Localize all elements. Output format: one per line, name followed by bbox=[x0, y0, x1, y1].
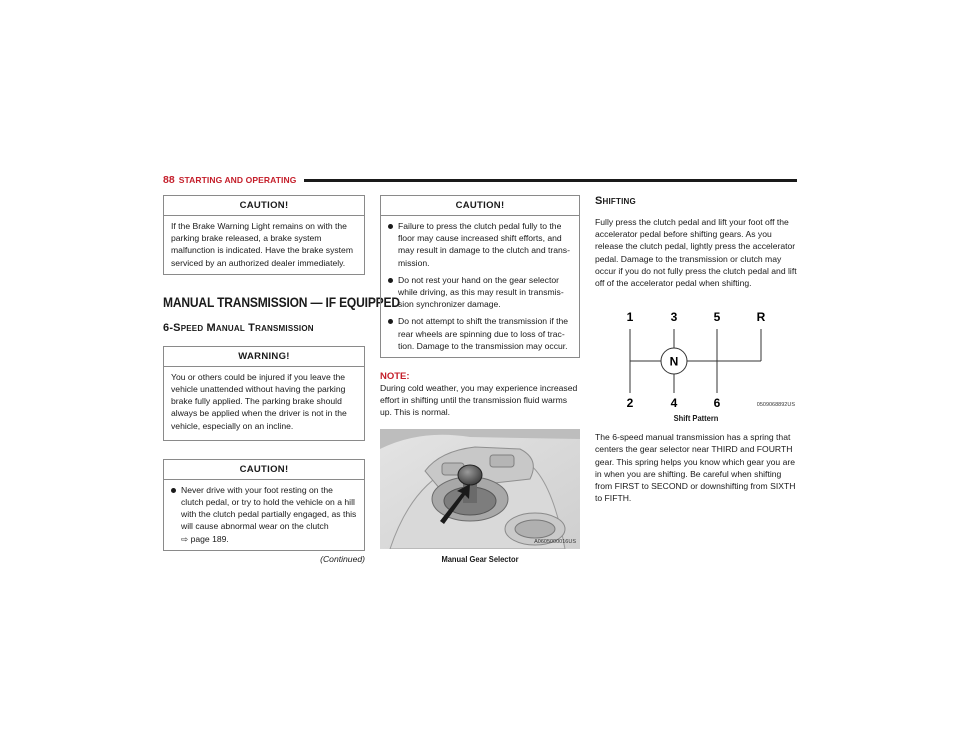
caution-title: CAUTION! bbox=[164, 460, 364, 480]
caution-bullet: Do not attempt to shift the transmission if the rear wheels are spinning due to loss of trac-tion. Damage to the transmission may occur. bbox=[388, 315, 572, 352]
shift-pattern-diagram bbox=[595, 301, 797, 411]
caution-box-brake-light bbox=[163, 195, 365, 275]
caution-body bbox=[381, 216, 579, 357]
warning-text: You or others could be injured if you leave the vehicle unattended without having the parking brake fully applied. The parking brake should always be applied when the driver is not in the vehicle, especially on an incline. bbox=[171, 371, 347, 431]
section-title: STARTING AND OPERATING bbox=[178, 175, 297, 185]
caution-box-clutch bbox=[163, 459, 365, 551]
figure-shift-pattern bbox=[595, 301, 797, 411]
caution-title: CAUTION! bbox=[381, 196, 579, 216]
warning-title: WARNING! bbox=[164, 347, 364, 367]
caution-bullet bbox=[171, 484, 357, 545]
caution-bullet: Failure to press the clutch pedal fully to the floor may cause increased shift efforts, and may result in damage to the clutch and trans-mission. bbox=[388, 220, 572, 269]
caution-bullet-text: Never drive with your foot resting on the clutch pedal, or try to hold the vehicle on a hill with the clutch pedal partially engaged, as this will cause abnormal wear on the clutch bbox=[181, 484, 357, 532]
figure-code: A0605000016US bbox=[534, 538, 576, 545]
caution-bullet: Do not rest your hand on the gear selector while driving, as this may result in transmis-sion synchronizer damage. bbox=[388, 274, 572, 311]
gear-label-5: 5 bbox=[713, 310, 721, 325]
subheading-shifting: Shifting bbox=[595, 195, 636, 207]
header-rule bbox=[304, 179, 797, 182]
gear-label-4: 4 bbox=[670, 396, 678, 411]
gear-label-6: 6 bbox=[713, 396, 721, 411]
note-label: NOTE: bbox=[380, 371, 410, 383]
figure-caption: Manual Gear Selector bbox=[441, 553, 519, 564]
gear-label-r: R bbox=[756, 310, 766, 325]
column-right bbox=[595, 195, 797, 504]
gear-label-3: 3 bbox=[670, 310, 678, 325]
caution-text: If the Brake Warning Light remains on with the parking brake released, a brake system malfunction is indicated. Have the brake system serviced by an authorized dealer immediately. bbox=[171, 221, 353, 268]
continued-label: (Continued) bbox=[320, 553, 365, 564]
caution-bullet-list bbox=[388, 220, 572, 352]
gear-label-1: 1 bbox=[626, 310, 634, 325]
column-middle bbox=[380, 195, 580, 564]
caution-bullet-list bbox=[171, 484, 357, 545]
shifting-paragraph: Fully press the clutch pedal and lift your foot off the accelerator pedal before shifting gears. As you release the clutch pedal, lightly press the accelerator pedal. Damage to the transmission or clutch may occur if you do not fully press the clutch pedal and lift off of the accelerator pedal when shifting. bbox=[595, 217, 797, 289]
subheading-6-speed: 6-Speed Manual Transmission bbox=[163, 321, 314, 334]
caution-title: CAUTION! bbox=[164, 196, 364, 216]
page-header bbox=[163, 173, 797, 187]
spring-paragraph: The 6-speed manual transmission has a spring that centers the gear selector near THIRD and FOURTH gear. This spring helps you know which gear you are in when you are shifting. Be careful when shifting from FIRST to SECOND or downshifting from SIXTH to FIFTH. bbox=[595, 432, 796, 504]
page-reference-arrow-icon: ⇨ bbox=[181, 533, 189, 544]
figure-manual-gear-selector bbox=[380, 429, 580, 549]
caution-box-shifting bbox=[380, 195, 580, 358]
page-number: 88 bbox=[163, 174, 175, 186]
neutral-label: N bbox=[669, 354, 679, 369]
gear-selector-illustration bbox=[380, 429, 580, 549]
section-heading-manual-transmission: MANUAL TRANSMISSION — IF EQUIPPED bbox=[163, 293, 400, 310]
warning-box-parking-brake bbox=[163, 346, 365, 441]
page-reference-link[interactable]: page 189. bbox=[190, 533, 229, 544]
gear-label-2: 2 bbox=[626, 396, 634, 411]
figure-caption: Shift Pattern bbox=[673, 413, 719, 424]
figure-code: 0509068892US bbox=[756, 402, 795, 409]
note-text: During cold weather, you may experience increased effort in shifting until the transmission fluid warms up. This is normal. bbox=[380, 383, 578, 418]
caution-body bbox=[164, 480, 364, 550]
